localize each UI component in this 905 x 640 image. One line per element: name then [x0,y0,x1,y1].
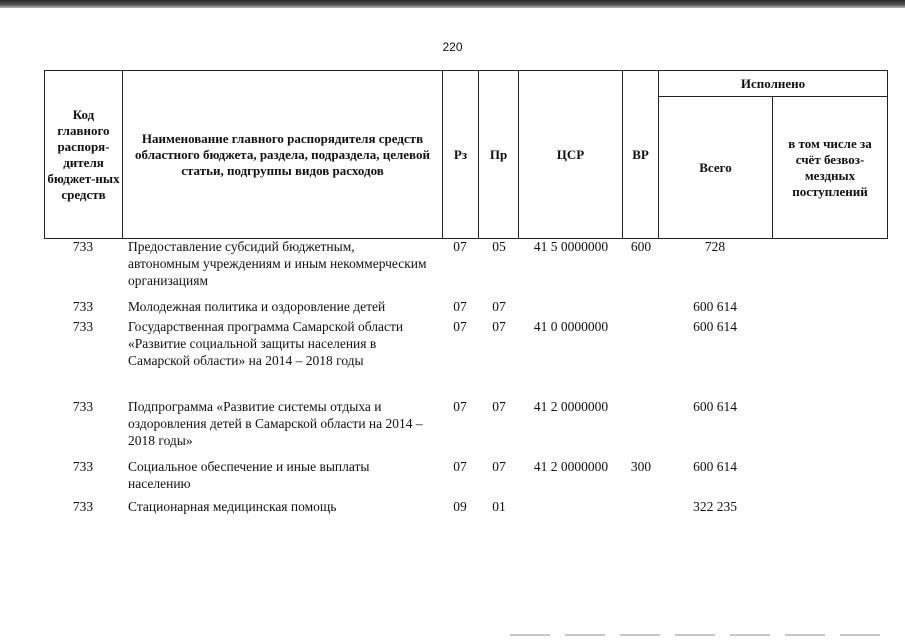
row-code: 733 [72,299,94,314]
table-row [44,458,887,498]
row-rz: 07 [453,299,467,314]
budget-table-body [44,238,887,518]
row-csr: 41 2 0000000 [533,459,609,474]
row-rz: 07 [453,399,467,414]
row-name: Подпрограмма «Развитие системы отдыха и оздоровления детей в Самарской области на 2014 – 2018 годы» [128,399,423,448]
row-pr: 07 [492,399,506,414]
row-name: Предоставление субсидий бюджетным, автономным учреждениям и иным некоммерческим организациям [128,239,427,288]
row-csr: 41 2 0000000 [533,399,609,414]
row-vr: 600 [630,239,652,254]
row-pr: 07 [492,319,506,334]
row-name: Стационарная медицинская помощь [128,499,337,514]
row-csr: 41 5 0000000 [533,239,609,254]
row-name: Социальное обеспечение и иные выплаты населению [128,459,370,491]
header-vr: ВР [623,71,659,239]
scan-bottom-marks [510,634,890,636]
row-rz: 07 [453,459,467,474]
row-total: 600 614 [693,399,737,414]
row-pr: 01 [492,499,506,514]
row-total: 600 614 [693,459,737,474]
table-row [44,298,887,318]
header-code: Код главного распоря-дителя бюджет-ных средств [45,71,123,239]
header-rz: Рз [443,71,479,239]
header-executed: Исполнено [659,71,888,97]
budget-table-header [44,70,888,239]
row-name: Государственная программа Самарской области «Развитие социальной защиты населения в Самарской области» на 2014 – 2018 годы [128,319,404,368]
table-row [44,318,887,398]
row-code: 733 [72,399,94,414]
table-row [44,498,887,518]
scan-top-edge [0,0,905,8]
page-number: 220 [442,40,463,54]
header-total: Всего [659,97,773,239]
row-rz: 07 [453,319,467,334]
row-rz: 07 [453,239,467,254]
row-rz: 09 [453,499,467,514]
row-pr: 07 [492,459,506,474]
row-total: 728 [704,239,726,254]
header-pr: Пр [479,71,519,239]
row-code: 733 [72,459,94,474]
table-row [44,398,887,458]
row-name: Молодежная политика и оздоровление детей [128,299,386,314]
table-row [44,238,887,298]
row-csr: 41 0 0000000 [533,319,609,334]
row-total: 600 614 [693,319,737,334]
header-name: Наименование главного распорядителя средств областного бюджета, раздела, подраздела, целевой статьи, подгруппы видов расходов [123,71,443,239]
row-total: 600 614 [693,299,737,314]
row-pr: 05 [492,239,506,254]
row-code: 733 [72,239,94,254]
row-code: 733 [72,499,94,514]
row-pr: 07 [492,299,506,314]
row-code: 733 [72,319,94,334]
header-csr: ЦСР [519,71,623,239]
row-vr: 300 [630,459,652,474]
header-incl-grants: в том числе за счёт безвоз-мездных поступлений [773,97,888,239]
row-total: 322 235 [693,499,737,514]
